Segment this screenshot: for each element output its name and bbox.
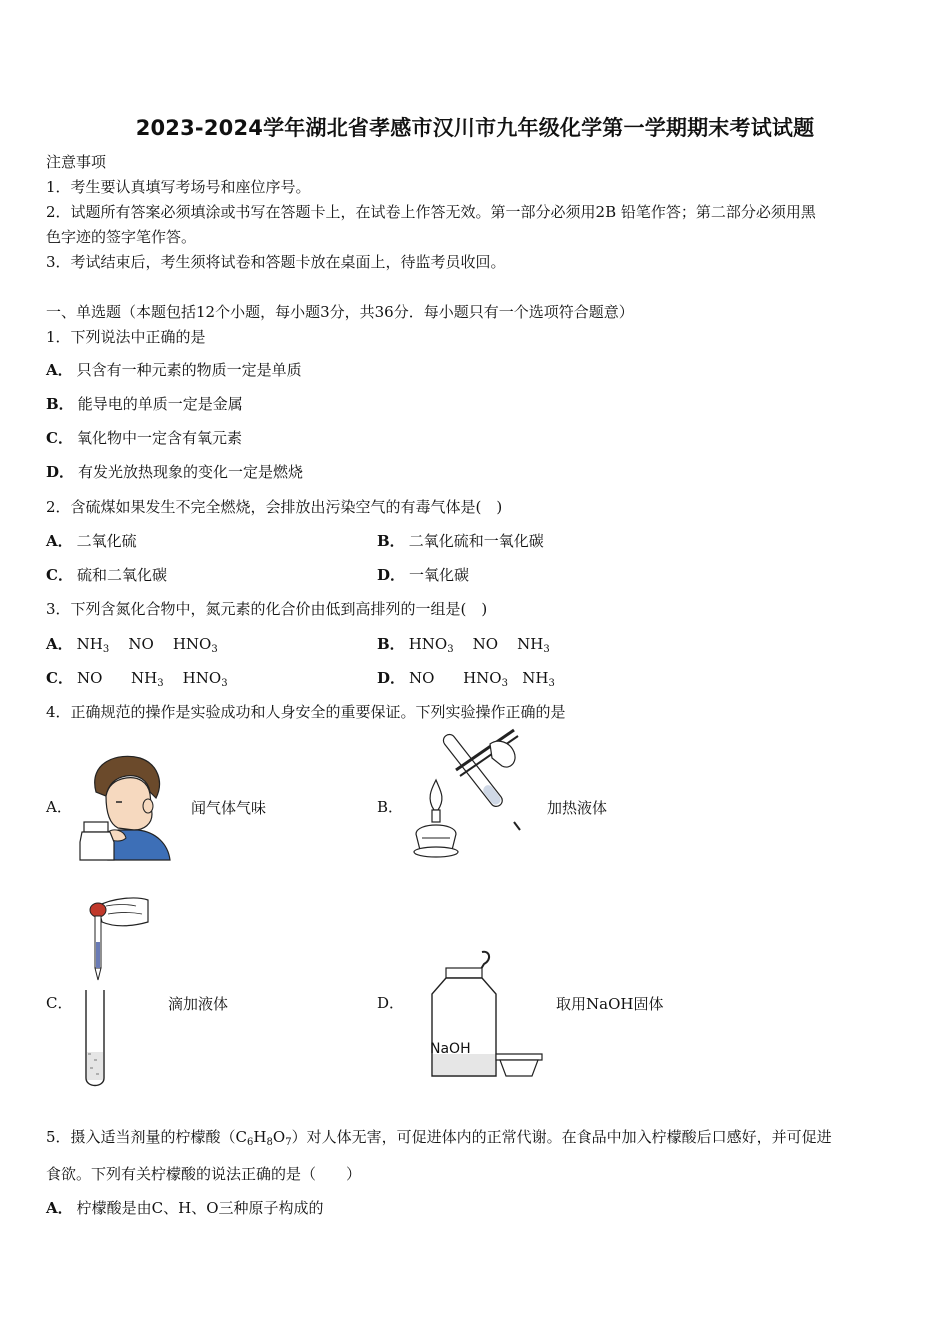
option-label: A． bbox=[46, 1199, 73, 1217]
option-label: C． bbox=[46, 429, 73, 447]
question-5-stem bbox=[46, 1127, 832, 1147]
heat-liquid-figure bbox=[406, 718, 526, 866]
subscript: 3 bbox=[211, 644, 218, 655]
q1-option-a[interactable] bbox=[46, 360, 302, 380]
subscript: 3 bbox=[501, 678, 508, 689]
notice-item: 1．考生要认真填写考场号和座位序号。 bbox=[46, 178, 311, 196]
subscript: 6 bbox=[247, 1137, 254, 1148]
drop-liquid-figure bbox=[76, 892, 156, 1092]
subscript: 3 bbox=[157, 678, 164, 689]
option-label: A． bbox=[46, 361, 73, 379]
question-text: 摄入适当剂量的柠檬酸（C bbox=[70, 1128, 248, 1146]
question-text: 下列含氮化合物中，氮元素的化合价由低到高排列的一组是( ) bbox=[70, 600, 488, 618]
subscript: 3 bbox=[102, 644, 110, 655]
question-number: 4． bbox=[46, 703, 71, 721]
question-text: 含硫煤如果发生不完全燃烧，会排放出污染空气的有毒气体是( ) bbox=[70, 498, 503, 516]
option-text: 二氧化硫 bbox=[76, 532, 137, 550]
question-text: ）对人体无害，可促进体内的正常代谢。在食品中加入柠檬酸后口感好，并可促进 bbox=[291, 1128, 832, 1146]
option-label: C． bbox=[46, 669, 73, 687]
q3-option-c[interactable] bbox=[46, 668, 228, 688]
subscript: 3 bbox=[543, 644, 550, 655]
option-label: B． bbox=[377, 635, 405, 653]
q4-option-c-label[interactable]: C． bbox=[46, 994, 73, 1012]
option-label: D． bbox=[377, 669, 406, 687]
q1-option-c[interactable] bbox=[46, 428, 242, 448]
formula: NO bbox=[409, 669, 435, 687]
option-label: D． bbox=[46, 463, 75, 481]
question-3-stem bbox=[46, 599, 487, 619]
option-label: B． bbox=[377, 532, 405, 550]
q1-option-b[interactable] bbox=[46, 394, 243, 414]
option-text: 硫和二氧化碳 bbox=[76, 566, 167, 584]
option-label: D． bbox=[377, 566, 406, 584]
question-text: 下列说法中正确的是 bbox=[70, 328, 206, 346]
option-label: B． bbox=[46, 395, 74, 413]
option-text: 能导电的单质一定是金属 bbox=[77, 395, 243, 413]
q3-option-d[interactable] bbox=[377, 668, 555, 688]
q5-option-a[interactable] bbox=[46, 1198, 324, 1218]
option-text: 二氧化硫和一氧化碳 bbox=[408, 532, 544, 550]
option-label: A． bbox=[46, 635, 73, 653]
q2-option-c[interactable] bbox=[46, 565, 167, 585]
q1-option-d[interactable] bbox=[46, 462, 303, 482]
option-text: 只含有一种元素的物质一定是单质 bbox=[76, 361, 302, 379]
question-text: 正确规范的操作是实验成功和人身安全的重要保证。下列实验操作正确的是 bbox=[70, 703, 566, 721]
formula: HNO bbox=[463, 669, 502, 687]
bottle-label: NaOH bbox=[430, 1041, 471, 1057]
q4-option-d-caption: 取用NaOH固体 bbox=[556, 995, 664, 1013]
subscript: 7 bbox=[285, 1137, 292, 1148]
subscript: 8 bbox=[266, 1137, 273, 1148]
formula: NO bbox=[76, 669, 103, 687]
q3-option-a[interactable] bbox=[46, 634, 218, 654]
q3-option-b[interactable] bbox=[377, 634, 550, 654]
formula: NH bbox=[517, 635, 544, 653]
q4-option-b-label[interactable]: B． bbox=[377, 798, 404, 816]
option-label: A． bbox=[46, 532, 73, 550]
q2-option-d[interactable] bbox=[377, 565, 469, 585]
formula: HNO bbox=[172, 635, 212, 653]
subscript: 3 bbox=[548, 678, 555, 689]
formula: NH bbox=[76, 635, 103, 653]
question-number: 3． bbox=[46, 600, 71, 618]
formula: NO bbox=[472, 635, 499, 653]
subscript: 3 bbox=[447, 644, 454, 655]
question-5-stem-line2: 食欲。下列有关柠檬酸的说法正确的是（ ） bbox=[46, 1165, 362, 1183]
q4-option-c-caption: 滴加液体 bbox=[168, 995, 229, 1013]
formula: HNO bbox=[408, 635, 448, 653]
subscript: 3 bbox=[221, 678, 228, 689]
notice-heading: 注意事项 bbox=[46, 153, 107, 171]
option-label: C． bbox=[46, 566, 73, 584]
question-number: 1． bbox=[46, 328, 71, 346]
question-1-stem bbox=[46, 327, 206, 347]
take-naoh-figure bbox=[424, 948, 548, 1082]
formula: NH bbox=[131, 669, 158, 687]
option-text: 有发光放热现象的变化一定是燃烧 bbox=[78, 463, 304, 481]
smell-gas-figure bbox=[78, 752, 174, 862]
notice-item: 色字迹的签字笔作答。 bbox=[46, 228, 197, 246]
q2-option-b[interactable] bbox=[377, 531, 544, 551]
q4-option-b-caption: 加热液体 bbox=[547, 799, 608, 817]
formula: H bbox=[253, 1128, 267, 1146]
formula: NH bbox=[522, 669, 549, 687]
formula: O bbox=[272, 1128, 286, 1146]
q4-option-a-caption: 闻气体气味 bbox=[191, 799, 267, 817]
q4-option-a-label[interactable]: A． bbox=[46, 798, 72, 816]
notice-item: 3．考试结束后，考生须将试卷和答题卡放在桌面上，待监考员收回。 bbox=[46, 253, 506, 271]
q2-option-a[interactable] bbox=[46, 531, 137, 551]
formula: HNO bbox=[182, 669, 222, 687]
page-title: 2023-2024学年湖北省孝感市汉川市九年级化学第一学期期末考试试题 bbox=[135, 116, 815, 140]
question-number: 5． bbox=[46, 1128, 71, 1146]
question-2-stem bbox=[46, 497, 502, 517]
option-text: 氧化物中一定含有氧元素 bbox=[76, 429, 242, 447]
option-text: 一氧化碳 bbox=[409, 566, 470, 584]
formula: NO bbox=[128, 635, 154, 653]
question-number: 2． bbox=[46, 498, 71, 516]
section-heading: 一、单选题（本题包括12个小题，每小题3分，共36分．每小题只有一个选项符合题意） bbox=[46, 303, 634, 321]
option-text: 柠檬酸是由C、H、O三种原子构成的 bbox=[76, 1199, 324, 1217]
q4-option-d-label[interactable]: D． bbox=[377, 994, 405, 1012]
notice-item: 2．试题所有答案必须填涂或书写在答题卡上，在试卷上作答无效。第一部分必须用2B 铅笔作答；第二部分必须用黑 bbox=[46, 203, 816, 221]
